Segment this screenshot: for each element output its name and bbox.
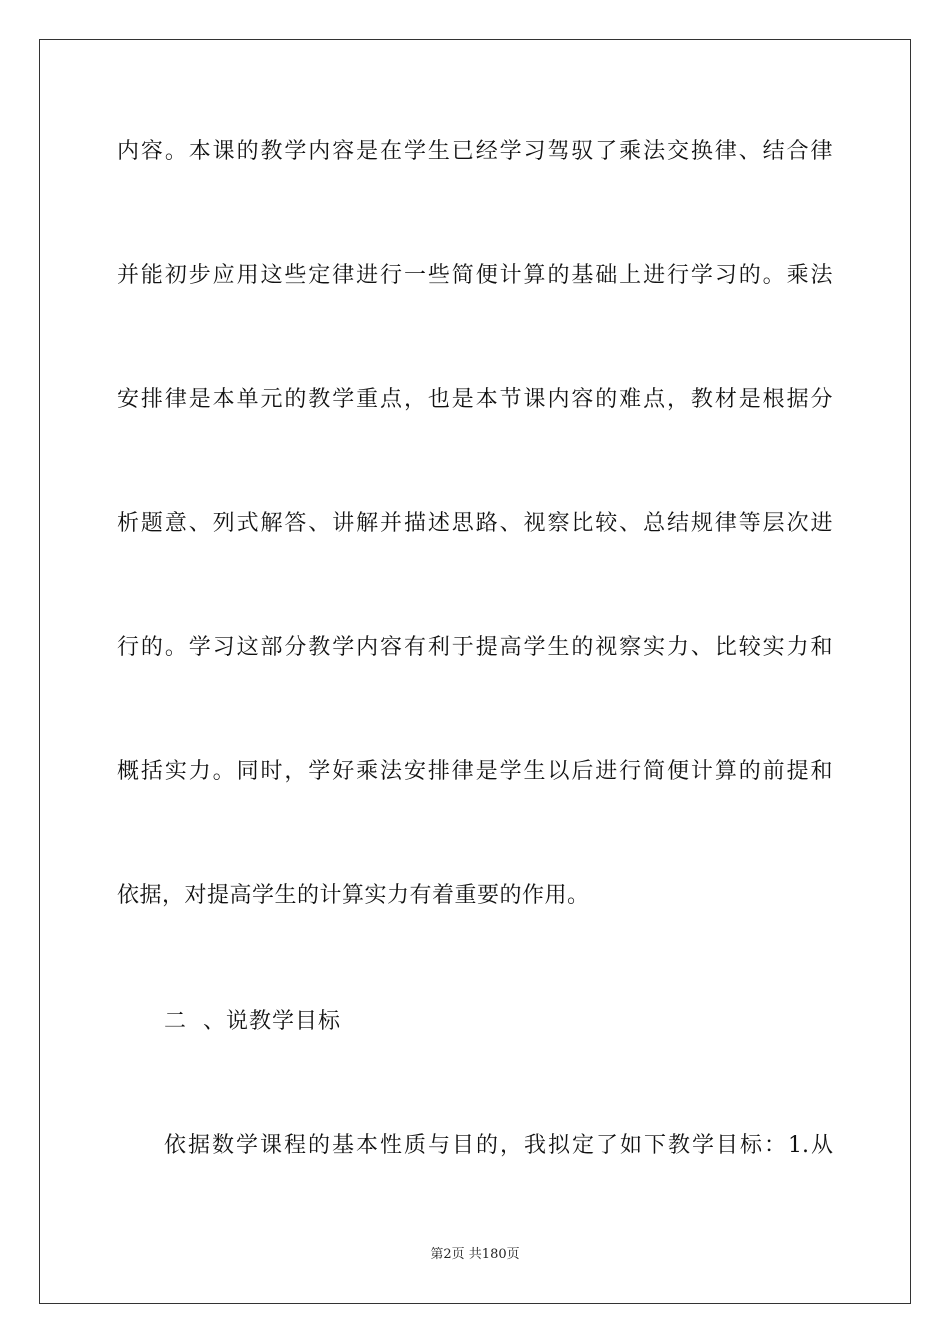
paragraph-line-5: 行的。学习这部分教学内容有利于提高学生的视察实力、比较实力和 — [117, 635, 833, 660]
section-heading: 二 、说教学目标 — [164, 1009, 341, 1034]
paragraph-line-2: 并能初步应用这些定律进行一些简便计算的基础上进行学习的。乘法 — [117, 263, 833, 288]
page-footer: 第2页 共180页 — [430, 1247, 520, 1262]
paragraph-line-6: 概括实力。同时，学好乘法安排律是学生以后进行简便计算的前提和 — [117, 759, 833, 784]
objective-line: 依据数学课程的基本性质与目的，我拟定了如下教学目标：1.从 — [164, 1133, 833, 1158]
paragraph-line-4: 析题意、列式解答、讲解并描述思路、视察比较、总结规律等层次进 — [117, 511, 833, 536]
paragraph-line-3: 安排律是本单元的教学重点，也是本节课内容的难点，教材是根据分 — [117, 387, 833, 412]
page-border — [39, 39, 911, 1304]
paragraph-line-7: 依据，对提高学生的计算实力有着重要的作用。 — [117, 883, 590, 908]
paragraph-line-1: 内容。本课的教学内容是在学生已经学习驾驭了乘法交换律、结合律 — [117, 139, 833, 164]
